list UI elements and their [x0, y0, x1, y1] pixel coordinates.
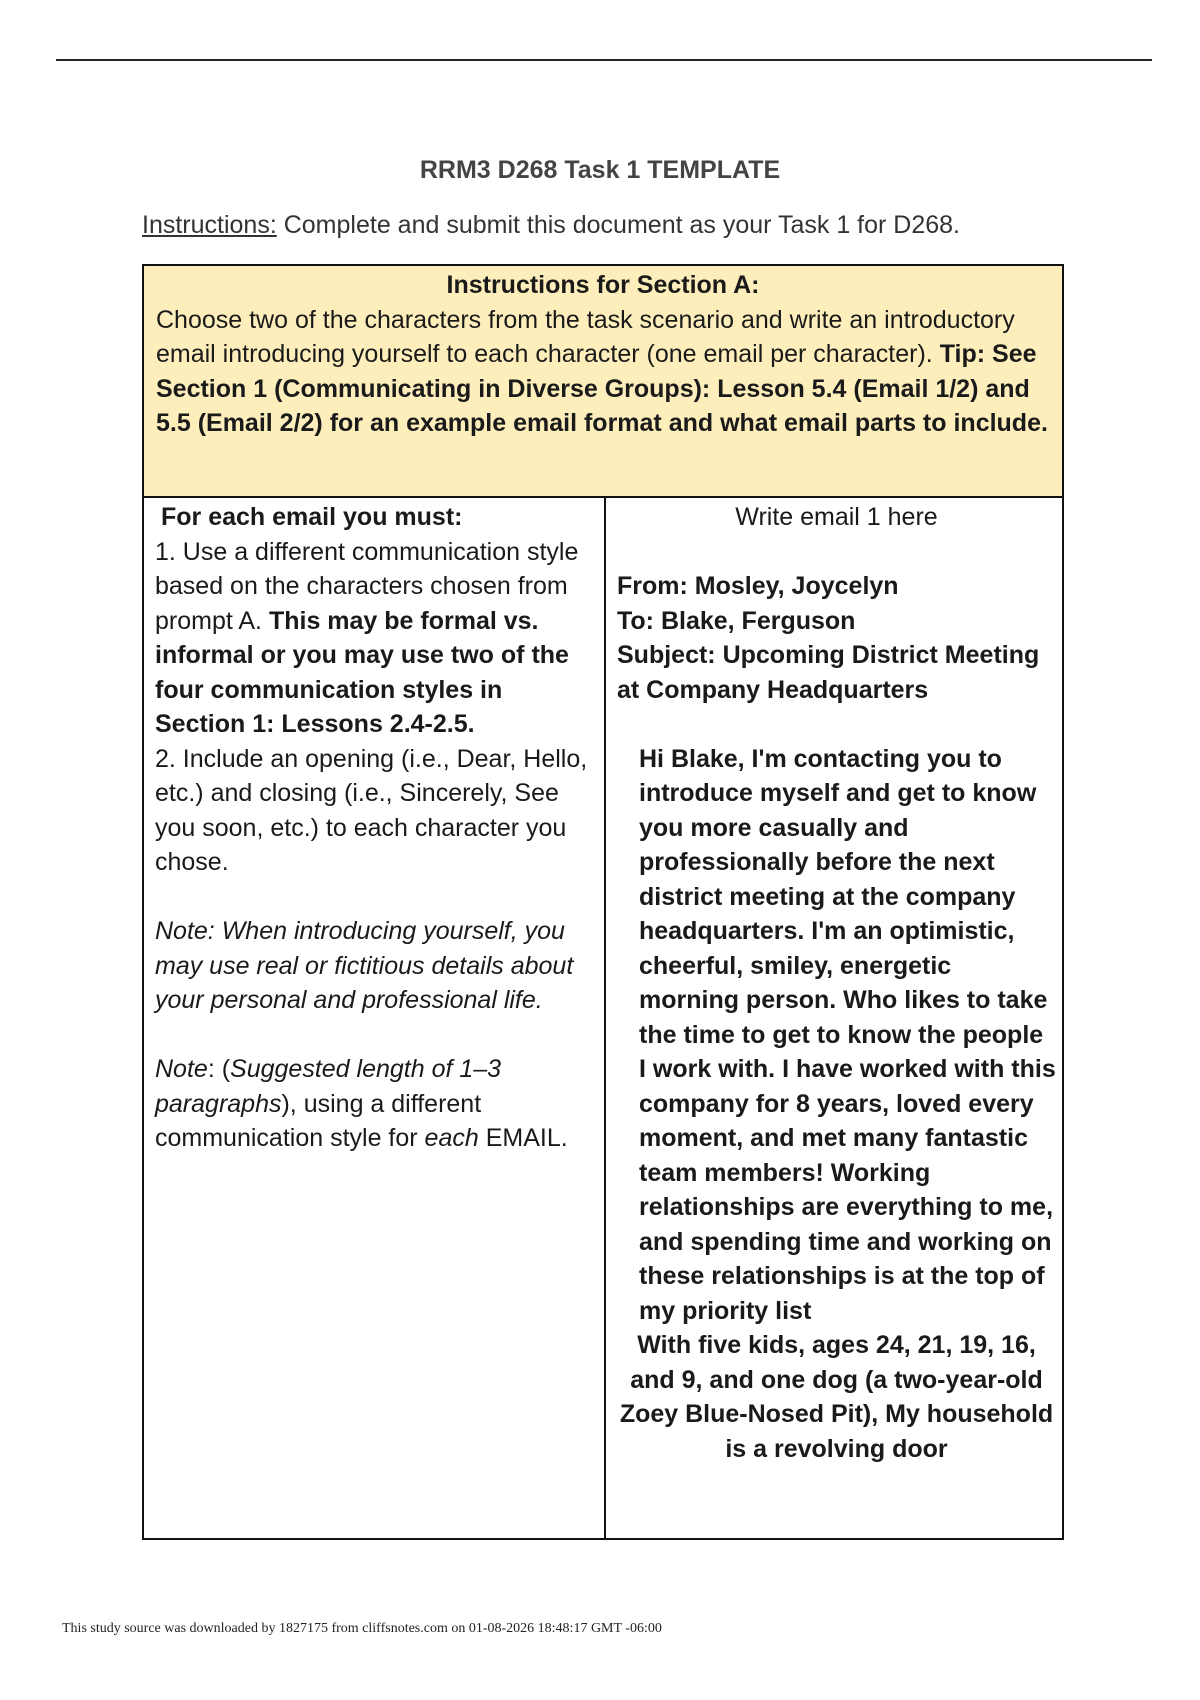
instructions-text: Complete and submit this document as your Task 1 for D268.: [276, 211, 960, 239]
section-a-instructions: [144, 266, 1062, 498]
email-paragraph-1: Hi Blake, I'm contacting you to introduce myself and get to know you more casually and professionally before the next district meeting at the company headquarters. I'm an optimistic, cheerful, smiley, energetic morning person. Who likes to take the time to get to know the people I work with. I have worked with this company for 8 years, loved every moment, and met many fantastic team members! Working relationships are everything to me, and spending time and working on these relationships is at the top of my priority list: [639, 744, 1056, 1325]
note-part: Suggested length of 1–3 paragraphs: [155, 1055, 502, 1118]
email-subject: Subject: Upcoming District Meeting at Company Headquarters: [617, 641, 1040, 704]
requirements-header: For each email you must:: [161, 503, 463, 531]
instructions-label: Instructions:: [142, 211, 277, 239]
document-title: RRM3 D268 Task 1 TEMPLATE: [419, 156, 781, 184]
requirement-item-1: [155, 535, 596, 742]
download-footer: This study source was downloaded by 1827175 from cliffsnotes.com on 01-08-2026 18:48:17 GMT -06:00: [62, 1621, 662, 1636]
email-from: From: Mosley, Joycelyn: [617, 572, 899, 600]
section-a-header: Instructions for Section A:: [446, 271, 760, 299]
spacer: [617, 707, 1056, 742]
email-1-column: [606, 498, 1062, 1538]
note-suggested-length: [155, 1052, 596, 1156]
note-part: ), using a different communication style for: [155, 1089, 482, 1152]
spacer: [155, 880, 596, 915]
note-label: Note: [155, 1055, 208, 1083]
spacer: [617, 535, 1056, 570]
spacer: [155, 1018, 596, 1053]
email-1-header: Write email 1 here: [735, 503, 938, 531]
requirement-item-1-bold: This may be formal vs. informal or you may use two of the four communication styles in Section 1: Lessons 2.4-2.5.: [155, 606, 569, 738]
section-a-text: [156, 303, 1050, 441]
note-part: EMAIL.: [478, 1124, 568, 1152]
requirement-item-2: 2. Include an opening (i.e., Dear, Hello, etc.) and closing (i.e., Sincerely, See you soon, etc.) to each character you chose.: [155, 744, 588, 876]
section-a-text-normal: Choose two of the characters from the task scenario and write an introductory email introducing yourself to each character (one email per character).: [156, 305, 1015, 368]
email-paragraph-2: With five kids, ages 24, 21, 19, 16, and 9, and one dog (a two-year-old Zoey Blue-Nosed Pit), My household is a revolving door: [619, 1331, 1054, 1463]
requirements-column: [144, 498, 604, 1538]
top-rule: [56, 59, 1152, 61]
note-part: each: [424, 1124, 479, 1152]
requirement-item-1-text: 1. Use a different communication style based on the characters chosen from prompt A.: [155, 537, 579, 635]
template-table: [142, 264, 1064, 1540]
instructions-line: [142, 211, 960, 240]
section-a-tip: Tip: See Section 1 (Communicating in Diverse Groups): Lesson 5.4 (Email 1/2) and 5.5 (Email 2/2) for an example email format and what email parts to include.: [156, 340, 1048, 437]
email-to: To: Blake, Ferguson: [617, 606, 856, 635]
note-part: : (: [207, 1055, 231, 1083]
note-introducing-yourself: Note: When introducing yourself, you may use real or fictitious details about your personal and professional life.: [155, 917, 574, 1014]
